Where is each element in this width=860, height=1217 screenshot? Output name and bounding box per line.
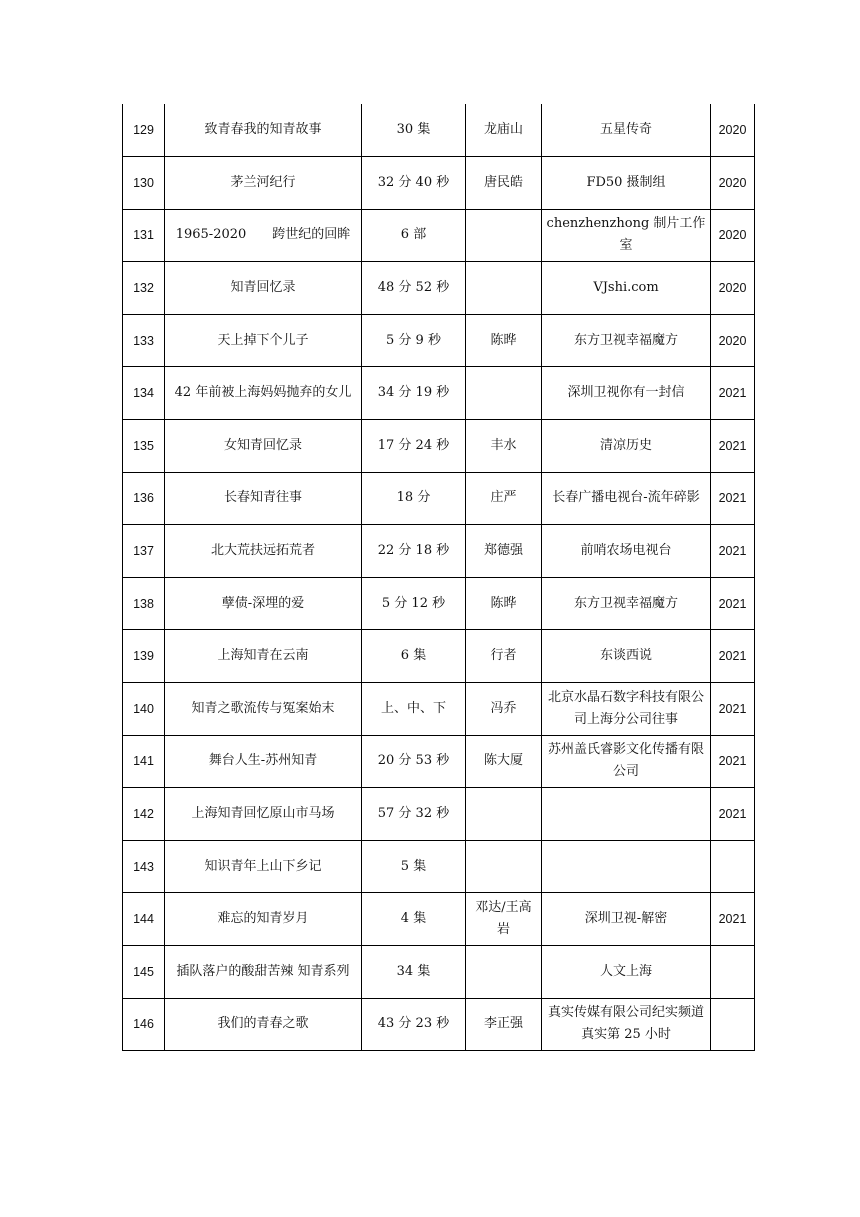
- cell-year: [711, 998, 755, 1051]
- cell-number: 144: [123, 893, 165, 946]
- cell-length: 18 分: [362, 472, 466, 525]
- cell-year: 2020: [711, 157, 755, 210]
- table-row: [123, 788, 755, 841]
- cell-number: 139: [123, 630, 165, 683]
- cell-number: 131: [123, 209, 165, 262]
- cell-length: 22 分 18 秒: [362, 525, 466, 578]
- table-row: [123, 157, 755, 210]
- cell-publisher: 清凉历史: [542, 420, 711, 473]
- table-body: [123, 104, 755, 1051]
- cell-number: 143: [123, 840, 165, 893]
- cell-director: 冯乔: [466, 683, 542, 736]
- cell-title: 插队落户的酸甜苦辣 知青系列: [165, 946, 362, 999]
- cell-publisher: [542, 788, 711, 841]
- cell-year: 2020: [711, 314, 755, 367]
- cell-title: 知识青年上山下乡记: [165, 840, 362, 893]
- cell-year: 2021: [711, 735, 755, 788]
- table-row: [123, 840, 755, 893]
- table-row: [123, 577, 755, 630]
- table-row: [123, 735, 755, 788]
- cell-director: 郑德强: [466, 525, 542, 578]
- cell-length: 4 集: [362, 893, 466, 946]
- cell-director: [466, 367, 542, 420]
- documentary-table: [122, 104, 755, 1051]
- cell-number: 134: [123, 367, 165, 420]
- cell-publisher: 苏州盖氏睿影文化传播有限公司: [542, 735, 711, 788]
- cell-length: 17 分 24 秒: [362, 420, 466, 473]
- cell-director: [466, 840, 542, 893]
- table-row: [123, 472, 755, 525]
- cell-title: 舞台人生-苏州知青: [165, 735, 362, 788]
- cell-director: 龙庙山: [466, 104, 542, 157]
- cell-publisher: 长春广播电视台-流年碎影: [542, 472, 711, 525]
- cell-length: 5 集: [362, 840, 466, 893]
- cell-title: 女知青回忆录: [165, 420, 362, 473]
- cell-director: 邓达/王高岩: [466, 893, 542, 946]
- table-row: [123, 209, 755, 262]
- cell-length: 上、中、下: [362, 683, 466, 736]
- cell-director: [466, 788, 542, 841]
- cell-year: 2021: [711, 525, 755, 578]
- cell-title: 42 年前被上海妈妈抛弃的女儿: [165, 367, 362, 420]
- cell-number: 132: [123, 262, 165, 315]
- table-row: [123, 998, 755, 1051]
- cell-title: 茅兰河纪行: [165, 157, 362, 210]
- cell-publisher: 前哨农场电视台: [542, 525, 711, 578]
- table-row: [123, 893, 755, 946]
- cell-length: 20 分 53 秒: [362, 735, 466, 788]
- cell-title: 知青回忆录: [165, 262, 362, 315]
- cell-length: 6 部: [362, 209, 466, 262]
- cell-title: 知青之歌流传与冤案始末: [165, 683, 362, 736]
- cell-length: 57 分 32 秒: [362, 788, 466, 841]
- cell-number: 136: [123, 472, 165, 525]
- cell-director: [466, 262, 542, 315]
- cell-year: 2021: [711, 420, 755, 473]
- cell-director: 陈晔: [466, 577, 542, 630]
- cell-title: 难忘的知青岁月: [165, 893, 362, 946]
- cell-year: 2021: [711, 630, 755, 683]
- cell-publisher: FD50 摄制组: [542, 157, 711, 210]
- cell-number: 146: [123, 998, 165, 1051]
- cell-title: 长春知青往事: [165, 472, 362, 525]
- cell-year: 2021: [711, 472, 755, 525]
- cell-year: 2021: [711, 683, 755, 736]
- cell-length: 43 分 23 秒: [362, 998, 466, 1051]
- table-row: [123, 525, 755, 578]
- cell-number: 137: [123, 525, 165, 578]
- cell-number: 145: [123, 946, 165, 999]
- cell-title: 天上掉下个儿子: [165, 314, 362, 367]
- cell-director: [466, 209, 542, 262]
- cell-title: 上海知青回忆原山市马场: [165, 788, 362, 841]
- cell-number: 130: [123, 157, 165, 210]
- table-row: [123, 946, 755, 999]
- cell-title: 1965-2020 跨世纪的回眸: [165, 209, 362, 262]
- cell-title: 孽债-深埋的爱: [165, 577, 362, 630]
- cell-director: 李正强: [466, 998, 542, 1051]
- cell-director: 庄严: [466, 472, 542, 525]
- cell-length: 32 分 40 秒: [362, 157, 466, 210]
- cell-year: [711, 946, 755, 999]
- cell-publisher: 东方卫视幸福魔方: [542, 577, 711, 630]
- cell-director: 陈晔: [466, 314, 542, 367]
- cell-publisher: 东谈西说: [542, 630, 711, 683]
- cell-year: 2020: [711, 104, 755, 157]
- cell-number: 141: [123, 735, 165, 788]
- cell-title: 上海知青在云南: [165, 630, 362, 683]
- table-row: [123, 630, 755, 683]
- cell-director: 行者: [466, 630, 542, 683]
- cell-publisher: [542, 840, 711, 893]
- cell-publisher: 东方卫视幸福魔方: [542, 314, 711, 367]
- cell-director: 唐民皓: [466, 157, 542, 210]
- cell-year: 2020: [711, 209, 755, 262]
- cell-year: 2020: [711, 262, 755, 315]
- table-row: [123, 420, 755, 473]
- cell-number: 138: [123, 577, 165, 630]
- cell-length: 48 分 52 秒: [362, 262, 466, 315]
- cell-length: 34 分 19 秒: [362, 367, 466, 420]
- cell-publisher: 深圳卫视你有一封信: [542, 367, 711, 420]
- table-row: [123, 262, 755, 315]
- cell-length: 6 集: [362, 630, 466, 683]
- cell-year: [711, 840, 755, 893]
- cell-title: 北大荒扶远拓荒者: [165, 525, 362, 578]
- cell-publisher: 深圳卫视-解密: [542, 893, 711, 946]
- table-row: [123, 683, 755, 736]
- cell-director: 丰水: [466, 420, 542, 473]
- cell-number: 129: [123, 104, 165, 157]
- cell-number: 133: [123, 314, 165, 367]
- cell-length: 5 分 12 秒: [362, 577, 466, 630]
- cell-length: 34 集: [362, 946, 466, 999]
- cell-number: 142: [123, 788, 165, 841]
- cell-year: 2021: [711, 788, 755, 841]
- cell-number: 140: [123, 683, 165, 736]
- cell-publisher: 北京水晶石数字科技有限公司上海分公司往事: [542, 683, 711, 736]
- table-row: [123, 367, 755, 420]
- cell-director: 陈大厦: [466, 735, 542, 788]
- cell-number: 135: [123, 420, 165, 473]
- cell-year: 2021: [711, 893, 755, 946]
- cell-title: 我们的青春之歌: [165, 998, 362, 1051]
- cell-length: 30 集: [362, 104, 466, 157]
- cell-year: 2021: [711, 577, 755, 630]
- cell-publisher: 五星传奇: [542, 104, 711, 157]
- cell-publisher: 人文上海: [542, 946, 711, 999]
- cell-director: [466, 946, 542, 999]
- table-row: [123, 314, 755, 367]
- cell-publisher: 真实传媒有限公司纪实频道真实第 25 小时: [542, 998, 711, 1051]
- cell-length: 5 分 9 秒: [362, 314, 466, 367]
- table-row: [123, 104, 755, 157]
- cell-publisher: VJshi.com: [542, 262, 711, 315]
- cell-title: 致青春我的知青故事: [165, 104, 362, 157]
- cell-year: 2021: [711, 367, 755, 420]
- cell-publisher: chenzhenzhong 制片工作室: [542, 209, 711, 262]
